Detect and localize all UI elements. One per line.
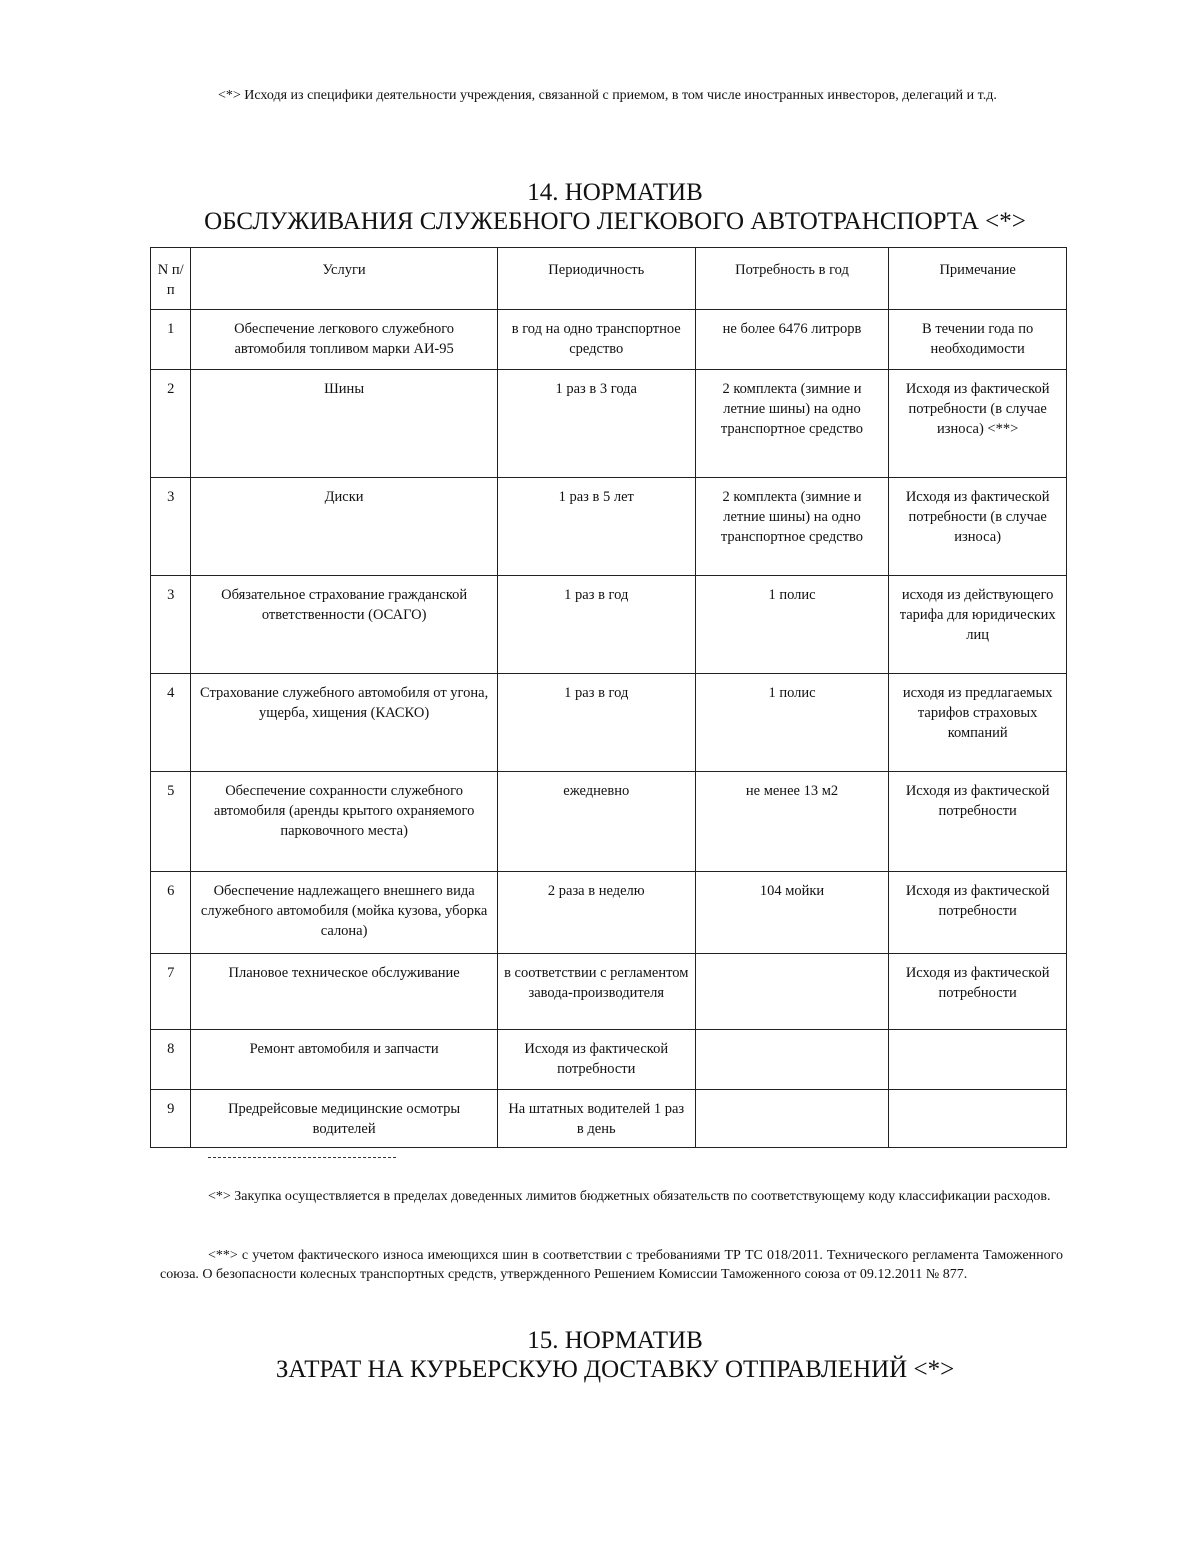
cell-need bbox=[695, 1090, 889, 1148]
section-15-number: 15. НОРМАТИВ bbox=[527, 1327, 703, 1354]
cell-need: не более 6476 литрорв bbox=[695, 310, 889, 370]
norm-table bbox=[150, 247, 1067, 1148]
table-row bbox=[151, 872, 1067, 954]
top-footnote: <*> Исходя из специфики деятельности учреждения, связанной с приемом, в том числе иностранных инвесторов, делегаций и т.д. bbox=[218, 88, 997, 103]
table-row bbox=[151, 478, 1067, 576]
cell-service: Предрейсовые медицинские осмотры водителей bbox=[191, 1090, 497, 1148]
cell-period: 1 раз в год bbox=[497, 576, 695, 674]
section-15-title: ЗАТРАТ НА КУРЬЕРСКУЮ ДОСТАВКУ ОТПРАВЛЕНИЙ <*> bbox=[275, 1356, 955, 1383]
table-header-row bbox=[151, 248, 1067, 310]
table-row bbox=[151, 576, 1067, 674]
cell-need: 2 комплекта (зимние и летние шины) на одно транспортное средство bbox=[695, 478, 889, 576]
cell-num: 6 bbox=[151, 872, 191, 954]
header-service: Услуги bbox=[191, 248, 497, 310]
table-row bbox=[151, 954, 1067, 1030]
cell-note: Исходя из фактической потребности (в случае износа) <**> bbox=[889, 370, 1067, 478]
header-note: Примечание bbox=[889, 248, 1067, 310]
cell-period: 1 раз в год bbox=[497, 674, 695, 772]
cell-service: Ремонт автомобиля и запчасти bbox=[191, 1030, 497, 1090]
cell-period: 1 раз в 5 лет bbox=[497, 478, 695, 576]
cell-service: Обеспечение надлежащего внешнего вида служебного автомобиля (мойка кузова, уборка салона) bbox=[191, 872, 497, 954]
cell-note: Исходя из фактической потребности bbox=[889, 954, 1067, 1030]
section-14-heading bbox=[150, 178, 1080, 236]
cell-service: Страхование служебного автомобиля от угона, ущерба, хищения (КАСКО) bbox=[191, 674, 497, 772]
cell-num: 5 bbox=[151, 772, 191, 872]
table-row bbox=[151, 310, 1067, 370]
cell-num: 3 bbox=[151, 576, 191, 674]
cell-note bbox=[889, 1030, 1067, 1090]
table-row bbox=[151, 370, 1067, 478]
header-num: N п/п bbox=[151, 248, 191, 310]
cell-service: Шины bbox=[191, 370, 497, 478]
cell-num: 1 bbox=[151, 310, 191, 370]
cell-period: 2 раза в неделю bbox=[497, 872, 695, 954]
cell-note: В течении года по необходимости bbox=[889, 310, 1067, 370]
cell-need: 2 комплекта (зимние и летние шины) на одно транспортное средство bbox=[695, 370, 889, 478]
cell-period: в соответствии с регламентом завода-производителя bbox=[497, 954, 695, 1030]
cell-need: не менее 13 м2 bbox=[695, 772, 889, 872]
footnote-separator bbox=[208, 1157, 396, 1158]
cell-num: 8 bbox=[151, 1030, 191, 1090]
cell-num: 3 bbox=[151, 478, 191, 576]
cell-need bbox=[695, 954, 889, 1030]
cell-note: исходя из предлагаемых тарифов страховых компаний bbox=[889, 674, 1067, 772]
footnote-1: <*> Закупка осуществляется в пределах доведенных лимитов бюджетных обязательств по соответствующему коду классификации расходов. bbox=[208, 1189, 1051, 1204]
header-need: Потребность в год bbox=[695, 248, 889, 310]
table-row bbox=[151, 1030, 1067, 1090]
cell-need bbox=[695, 1030, 889, 1090]
cell-period: На штатных водителей 1 раз в день bbox=[497, 1090, 695, 1148]
cell-num: 2 bbox=[151, 370, 191, 478]
table-row bbox=[151, 674, 1067, 772]
cell-period: ежедневно bbox=[497, 772, 695, 872]
cell-note: Исходя из фактической потребности bbox=[889, 772, 1067, 872]
footnote-2: <**> с учетом фактического износа имеющихся шин в соответствии с требованиями ТР ТС 018/2011. Технического регламента Таможенного союза. О безопасности колесных транспортных средств, утвержденного Решением Комиссии Таможенного союза от 09.12.2011 № 877. bbox=[160, 1248, 1063, 1282]
cell-service: Обеспечение легкового служебного автомобиля топливом марки АИ-95 bbox=[191, 310, 497, 370]
cell-num: 4 bbox=[151, 674, 191, 772]
cell-period: в год на одно транспортное средство bbox=[497, 310, 695, 370]
cell-period: Исходя из фактической потребности bbox=[497, 1030, 695, 1090]
cell-need: 104 мойки bbox=[695, 872, 889, 954]
cell-service: Плановое техническое обслуживание bbox=[191, 954, 497, 1030]
cell-note: исходя из действующего тарифа для юридических лиц bbox=[889, 576, 1067, 674]
cell-service: Диски bbox=[191, 478, 497, 576]
table-row bbox=[151, 1090, 1067, 1148]
cell-note: Исходя из фактической потребности bbox=[889, 872, 1067, 954]
cell-need: 1 полис bbox=[695, 576, 889, 674]
cell-need: 1 полис bbox=[695, 674, 889, 772]
cell-note bbox=[889, 1090, 1067, 1148]
section-14-title: ОБСЛУЖИВАНИЯ СЛУЖЕБНОГО ЛЕГКОВОГО АВТОТРАНСПОРТА <*> bbox=[204, 208, 1026, 235]
table-row bbox=[151, 772, 1067, 872]
section-14-number: 14. НОРМАТИВ bbox=[527, 179, 703, 206]
section-15-heading bbox=[150, 1326, 1080, 1384]
cell-note: Исходя из фактической потребности (в случае износа) bbox=[889, 478, 1067, 576]
cell-service: Обеспечение сохранности служебного автомобиля (аренды крытого охраняемого парковочного места) bbox=[191, 772, 497, 872]
cell-num: 9 bbox=[151, 1090, 191, 1148]
cell-service: Обязательное страхование гражданской ответственности (ОСАГО) bbox=[191, 576, 497, 674]
cell-period: 1 раз в 3 года bbox=[497, 370, 695, 478]
header-period: Периодичность bbox=[497, 248, 695, 310]
cell-num: 7 bbox=[151, 954, 191, 1030]
